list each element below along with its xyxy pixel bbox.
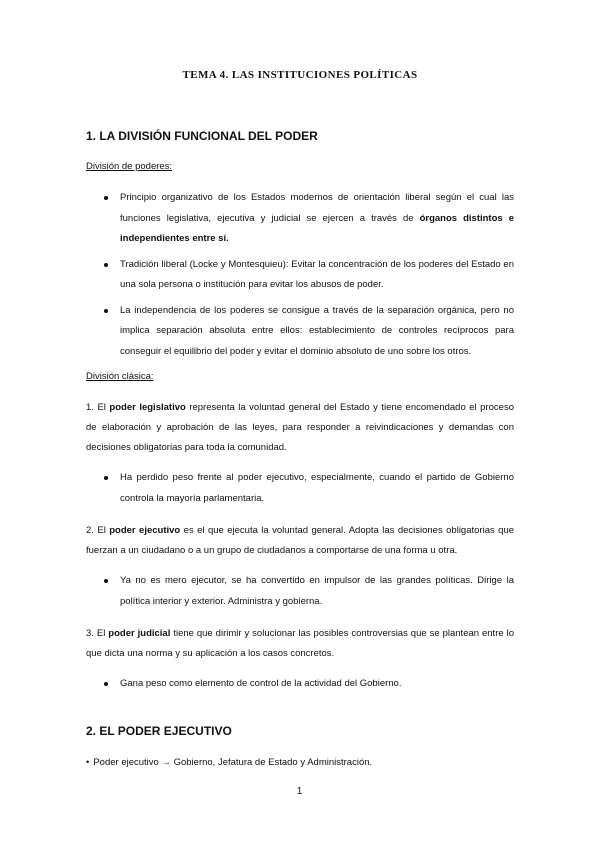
paragraph-poder-ejecutivo — [86, 521, 514, 561]
bold-term: poder legislativo — [109, 402, 186, 413]
paragraph-number: 1. El — [86, 402, 110, 413]
paragraph-text: tiene que dirimir y solucionar las posibles controversias que se plantean entre lo que dicta una norma y su aplicación a los casos concretos. — [86, 628, 514, 659]
document-title: TEMA 4. LAS INSTITUCIONES POLÍTICAS — [182, 69, 418, 81]
list-item: Gana peso como elemento de control de la actividad del Gobierno. — [86, 674, 514, 695]
list-item: Ha perdido peso frente al poder ejecutivo, especialmente, cuando el partido de Gobierno controla la mayoría parlamentaria. — [86, 468, 514, 509]
judicial-list — [86, 674, 514, 695]
paragraph-number: 2. El — [86, 525, 110, 536]
division-poderes-list — [86, 188, 514, 362]
subheading-division-poderes: División de poderes: — [86, 161, 173, 172]
bullet-bold-text: órganos distintos e independientes entre sí. — [120, 212, 514, 244]
section-1-heading: 1. LA DIVISIÓN FUNCIONAL DEL PODER — [86, 129, 318, 143]
document-page — [86, 64, 514, 783]
poder-ejecutivo-line: • Poder ejecutivo → Gobierno, Jefatura de Estado y Administración. — [86, 753, 514, 773]
paragraph-number: 3. El — [86, 628, 109, 639]
section-2-heading: 2. EL PODER EJECUTIVO — [86, 723, 232, 738]
list-item: Ya no es mero ejecutor, se ha convertido en impulsor de las grandes políticas. Dirige la política interior y exterior. Administra y gobierna. — [86, 571, 514, 612]
legislativo-list — [86, 468, 514, 509]
list-item: Tradición liberal (Locke y Montesquieu): Evitar la concentración de los poderes del Estado en una sola persona o institución para evitar los abusos de poder. — [86, 255, 514, 296]
page-number: 1 — [296, 786, 303, 797]
bold-term: poder ejecutivo — [109, 525, 181, 536]
paragraph-text: representa la voluntad general del Estado y tiene encomendado el proceso de elaboración y aprobación de las leyes, para responder a reivindicaciones y demandas con decisiones obligatorias para toda la comunidad. — [86, 402, 514, 453]
ejecutivo-list — [86, 571, 514, 612]
list-item: La independencia de los poderes se consigue a través de la separación orgánica, pero no implica separación absoluta entre ellos: establecimiento de controles recíprocos para conseguir el equilibrio del poder y evitar el dominio absoluto de uno sobre los otros. — [86, 301, 514, 363]
bold-term: poder judicial — [108, 628, 171, 639]
paragraph-poder-judicial — [86, 624, 514, 664]
list-item — [86, 188, 514, 250]
paragraph-poder-legislativo — [86, 398, 514, 458]
paragraph-text: es el que ejecuta la voluntad general. Adopta las decisiones obligatorias que fuerzan a un ciudadano o a un grupo de ciudadanos a comportarse de una forma u otra. — [86, 525, 515, 556]
bullet-text: Principio organizativo de los Estados modernos de orientación liberal según el cual las funciones legislativa, ejecutiva y judicial se ejercen a través de — [120, 192, 514, 224]
subheading-division-clasica: División clásica: — [86, 371, 154, 382]
